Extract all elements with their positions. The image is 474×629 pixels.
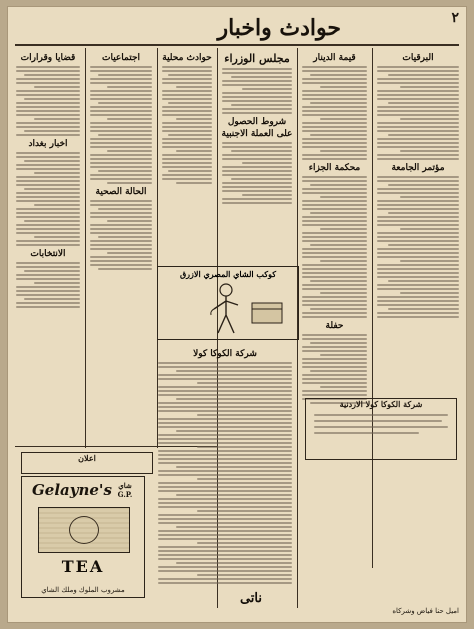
article-text — [301, 334, 368, 404]
newspaper-page — [7, 6, 467, 623]
article-text — [89, 200, 153, 270]
tea-pack-icon — [38, 507, 130, 553]
cartoon-caption: كوكب الشاي المصري الازرق — [179, 269, 277, 279]
article-text — [161, 66, 213, 184]
headline: قضايا وقرارات — [20, 53, 76, 63]
headline: قيمة الدينار — [313, 53, 356, 63]
headline: شركة الكوكا كولا — [193, 349, 257, 359]
article-text — [221, 68, 293, 114]
headline: محكمة الجزاء — [308, 163, 361, 173]
tea-word: TEA — [61, 557, 105, 576]
article-text — [157, 362, 293, 586]
tea-box-icon — [248, 297, 288, 327]
figure-illustration-icon — [206, 281, 246, 335]
tea-gp-label: شاي G.P. — [117, 481, 133, 499]
column-divider — [372, 48, 373, 568]
notice-box — [21, 452, 153, 474]
article-text — [301, 66, 368, 160]
cartoon-advert — [157, 266, 299, 340]
headline: حوادث محلية — [162, 53, 212, 63]
article-text — [15, 152, 81, 246]
masthead — [15, 10, 459, 44]
footer-text: اميل حنا فياض وشركاه — [392, 607, 459, 615]
headline: اخبار بغداد — [28, 139, 68, 149]
article-text — [15, 262, 81, 308]
article-text — [15, 66, 81, 136]
tea-tagline: مشروب الملوك وملك الشاي — [41, 586, 125, 594]
column-f — [376, 50, 460, 400]
headline: الانتخابات — [30, 249, 66, 259]
headline: مؤتمر الجامعة — [391, 163, 445, 173]
article-text — [89, 66, 153, 184]
column-lower-middle — [157, 346, 293, 586]
page-title: حوادث واخبار — [217, 15, 341, 41]
column-a — [15, 50, 81, 442]
tea-brand: Gelayne's — [32, 481, 112, 499]
column-b — [89, 50, 153, 442]
page-number: ٢ — [451, 10, 459, 26]
column-d — [221, 50, 293, 260]
headline: حفلة — [325, 321, 344, 331]
headline: شروط الحصول على العملة الاجنبية — [221, 117, 293, 139]
headline: مجلس الوزراء — [224, 52, 290, 65]
column-e — [301, 50, 368, 560]
masthead-rule — [15, 44, 459, 46]
company-advert — [305, 398, 457, 460]
article-text — [376, 66, 460, 160]
headline: اجتماعيات — [101, 53, 141, 63]
tea-advert — [21, 476, 145, 598]
headline: الحالة الصحية — [95, 187, 147, 197]
article-text — [221, 142, 293, 204]
article-text — [301, 176, 368, 318]
stamp-mark: ناتى — [239, 591, 263, 606]
headline: البرقيات — [402, 53, 434, 63]
notice-title: اعلان — [78, 453, 96, 463]
column-c — [161, 50, 213, 260]
column-divider — [85, 48, 86, 448]
company-advert-title: شركة الكوكا كولا الاردنية — [339, 399, 423, 409]
article-text — [376, 176, 460, 318]
